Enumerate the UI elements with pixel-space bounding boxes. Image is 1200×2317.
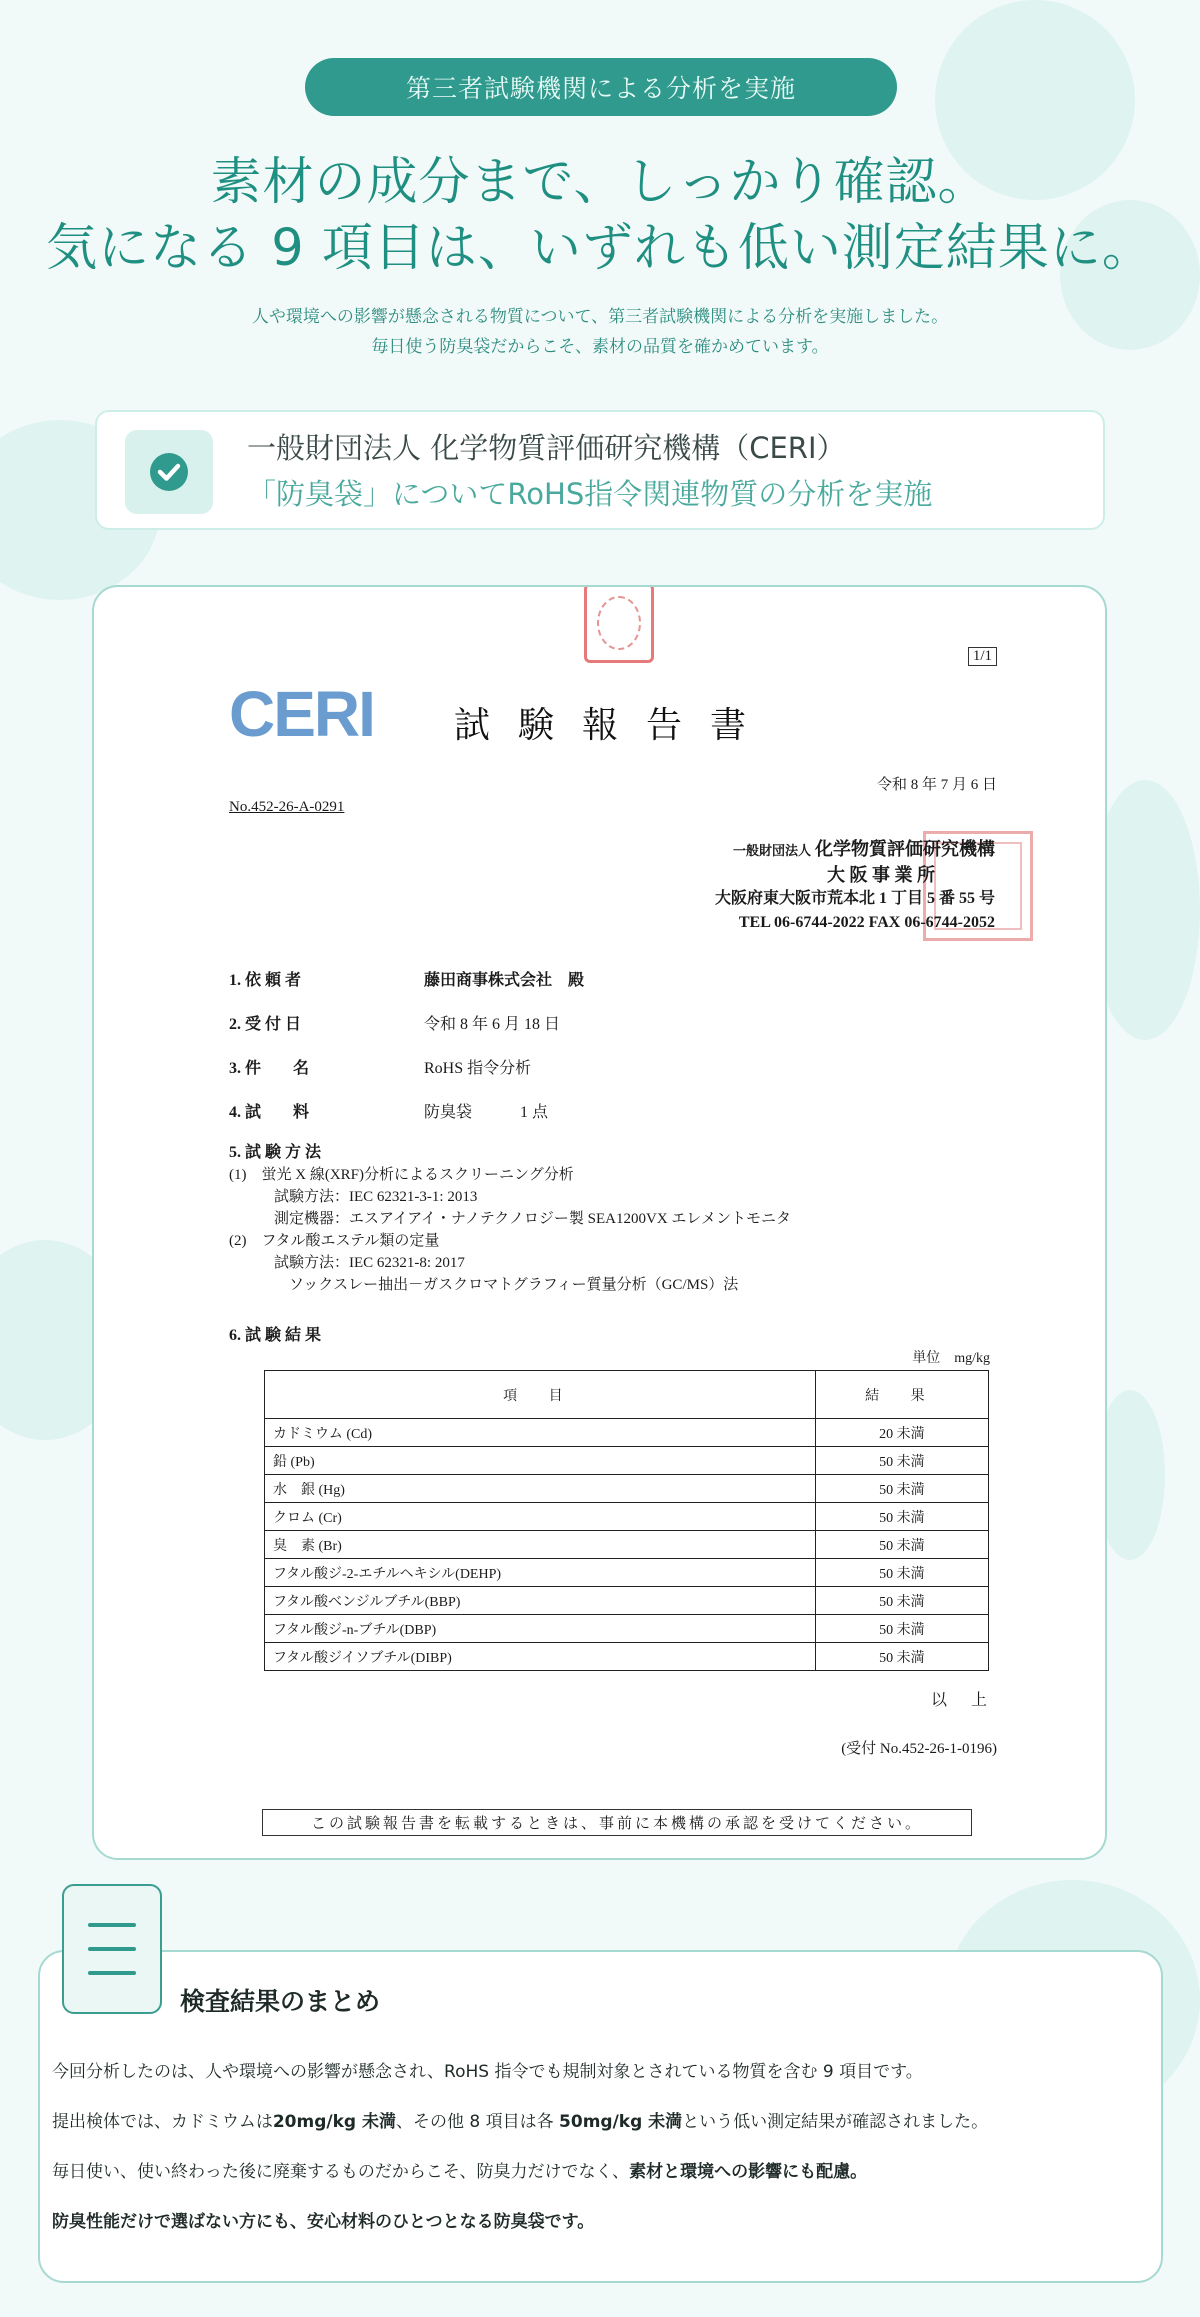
table-row — [265, 1531, 989, 1559]
report-title: 試験報告書 — [454, 705, 775, 745]
table-row — [265, 1447, 989, 1475]
summary-highlight: 20mg/kg 未満 — [272, 2112, 396, 2132]
ceri-banner — [95, 410, 1105, 530]
headline-line-1: 素材の成分まで、しっかり確認。 — [210, 153, 990, 212]
ceri-analysis-note: 「防臭袋」についてRoHS指令関連物質の分析を実施 — [247, 477, 933, 511]
result-item: 水 銀 (Hg) — [265, 1475, 816, 1503]
summary-paragraph: 今回分析したのは、人や環境への影響が懸念され、RoHS 指令でも規制対象とされている物質を含む 9 項目です。 — [52, 2062, 923, 2082]
check-icon — [125, 430, 213, 514]
ceri-logo: CERI — [229, 678, 374, 750]
result-value: 50 未満 — [815, 1503, 988, 1531]
list-icon — [62, 1884, 162, 2014]
report-date: 令和 8 年 7 月 6 日 — [876, 777, 997, 793]
result-item: フタル酸ジイソブチル(DIBP) — [265, 1643, 816, 1671]
column-header-item: 項 目 — [265, 1371, 816, 1419]
table-row — [265, 1587, 989, 1615]
test-report-document — [94, 587, 1105, 1858]
result-item: クロム (Cr) — [265, 1503, 816, 1531]
report-number: No.452-26-A-0291 — [229, 799, 345, 815]
summary-paragraph — [52, 2197, 1152, 2247]
result-item: 鉛 (Pb) — [265, 1447, 816, 1475]
subcopy-line-1: 人や環境への影響が懸念される物質について、第三者試験機関による分析を実施しました。 — [251, 307, 949, 327]
subcopy-line-2: 毎日使う防臭袋だからこそ、素材の品質を確かめています。 — [371, 337, 829, 357]
summary-card — [38, 1950, 1163, 2283]
result-value: 50 未満 — [815, 1587, 988, 1615]
method-line: 試験方法：IEC 62321-8: 2017 — [229, 1255, 465, 1271]
summary-text: 提出検体では、カドミウムは — [52, 2112, 273, 2132]
issuer-address: 大阪府東大阪市荒本北 1 丁目 5 番 55 号 — [714, 890, 995, 907]
column-header-result: 結 果 — [815, 1371, 988, 1419]
summary-body — [52, 2047, 1152, 2247]
page-headline — [0, 150, 1200, 282]
summary-paragraph — [52, 2097, 1152, 2147]
summary-title: 検査結果のまとめ — [180, 1987, 381, 2016]
test-method — [229, 1142, 791, 1296]
result-item: カドミウム (Cd) — [265, 1419, 816, 1447]
reception-number: (受付 No.452-26-1-0196) — [841, 1741, 997, 1757]
result-value: 50 未満 — [815, 1447, 988, 1475]
issuer-office: 大 阪 事 業 所 — [827, 865, 935, 885]
field-value: 令和 8 年 6 月 18 日 — [424, 1016, 561, 1033]
table-row — [265, 1643, 989, 1671]
field-label: 4. 試 料 — [229, 1104, 310, 1121]
seal-stamp-icon — [584, 585, 654, 663]
page-number: 1/1 — [968, 647, 997, 666]
field-label: 1. 依 頼 者 — [229, 972, 302, 989]
method-line: 測定機器：エスアイアイ・ナノテクノロジー製 SEA1200VX エレメントモニタ — [229, 1211, 791, 1227]
result-value: 50 未満 — [815, 1475, 988, 1503]
issuer-org — [655, 837, 995, 863]
issuer-tel: TEL 06-6744-2022 FAX 06-6744-2052 — [738, 914, 995, 931]
method-heading: 5. 試 験 方 法 — [229, 1144, 322, 1161]
report-end-mark: 以 上 — [930, 1692, 997, 1709]
method-line: 試験方法：IEC 62321-3-1: 2013 — [229, 1189, 478, 1205]
method-line: (2) フタル酸エステル類の定量 — [229, 1233, 440, 1249]
result-item: 臭 素 (Br) — [265, 1531, 816, 1559]
table-row — [265, 1559, 989, 1587]
reprint-notice: この試験報告書を転載するときは、事前に本機構の承認を受けてください。 — [262, 1809, 972, 1836]
summary-text: という低い測定結果が確認されました。 — [682, 2112, 989, 2132]
results-heading: 6. 試 験 結 果 — [229, 1327, 322, 1344]
result-item: フタル酸ジ-2-エチルヘキシル(DEHP) — [265, 1559, 816, 1587]
issuer-org-name: 化学物質評価研究機構 — [815, 839, 995, 859]
subcopy — [0, 302, 1200, 362]
field-value: RoHS 指令分析 — [424, 1060, 532, 1077]
headline-line-2: 気になる 9 項目は、いずれも低い測定結果に。 — [46, 219, 1154, 278]
results-table — [264, 1370, 989, 1671]
table-row — [265, 1475, 989, 1503]
summary-highlight: 防臭性能だけで選ばない方にも、安心材料のひとつとなる防臭袋です。 — [52, 2212, 595, 2232]
test-report-card — [92, 585, 1107, 1860]
result-value: 50 未満 — [815, 1559, 988, 1587]
ceri-org-name: 一般財団法人 化学物質評価研究機構（CERI） — [247, 431, 846, 465]
results-unit: 単位 mg/kg — [912, 1351, 990, 1366]
table-row — [265, 1503, 989, 1531]
result-value: 50 未満 — [815, 1643, 988, 1671]
issuer-org-prefix: 一般財団法人 — [732, 843, 811, 858]
section-pill: 第三者試験機関による分析を実施 — [305, 58, 897, 116]
method-line: (1) 蛍光 X 線(XRF)分析によるスクリーニング分析 — [229, 1167, 574, 1183]
summary-text: 毎日使い、使い終わった後に廃棄するものだからこそ、防臭力だけでなく、 — [52, 2162, 630, 2182]
summary-highlight: 50mg/kg 未満 — [559, 2112, 683, 2132]
result-value: 50 未満 — [815, 1531, 988, 1559]
field-subject — [229, 1055, 531, 1078]
summary-text: 、その他 8 項目は各 — [396, 2112, 560, 2132]
table-row — [265, 1615, 989, 1643]
field-value: 藤田商事株式会社 殿 — [424, 972, 585, 989]
result-value: 50 未満 — [815, 1615, 988, 1643]
field-label: 2. 受 付 日 — [229, 1016, 302, 1033]
field-received — [229, 1011, 560, 1034]
method-line: ソックスレー抽出－ガスクロマトグラフィー質量分析（GC/MS）法 — [229, 1277, 739, 1293]
issuer-block — [655, 837, 995, 935]
field-sample — [229, 1099, 548, 1122]
field-client — [229, 967, 584, 990]
summary-highlight: 素材と環境への影響にも配慮。 — [629, 2162, 868, 2182]
result-item: フタル酸ベンジルブチル(BBP) — [265, 1587, 816, 1615]
table-row — [265, 1419, 989, 1447]
result-item: フタル酸ジ-n-ブチル(DBP) — [265, 1615, 816, 1643]
field-value: 防臭袋 1 点 — [424, 1104, 549, 1121]
field-label: 3. 件 名 — [229, 1060, 310, 1077]
summary-paragraph — [52, 2147, 1152, 2197]
result-value: 20 未満 — [815, 1419, 988, 1447]
